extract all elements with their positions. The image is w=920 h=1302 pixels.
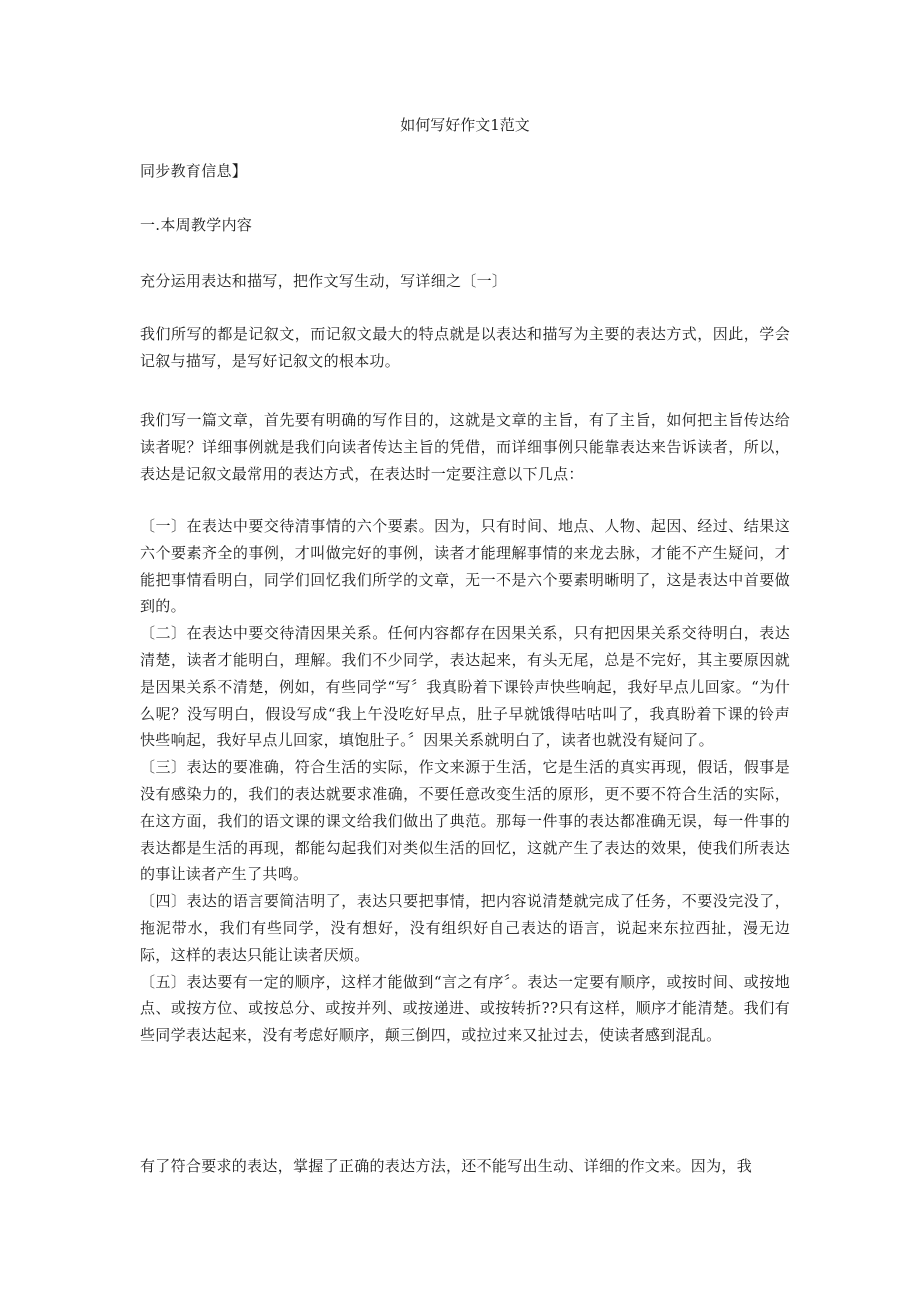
point-paragraph-2: 〔二〕在表达中要交待清因果关系。任何内容都存在因果关系，只有把因果关系交待明白，表达清楚，读者才能明白，理解。我们不少同学，表达起来，有头无尾，总是不完好，其主要原因就是因果关系不清楚，例如，有些同学“写〞我真盼着下课铃声快些响起，我好早点儿回家。“为什么呢？没写明白，假设写成“我上午没吃好早点，肚子早就饿得咕咕叫了，我真盼着下课的铃声快些响起，我好早点儿回家，填饱肚子。〞因果关系就明白了，读者也就没有疑问了。 (140, 624, 790, 750)
closing-paragraph: 有了符合要求的表达，掌握了正确的表达方法，还不能写出生动、详细的作文来。因为，我 (140, 1157, 753, 1175)
points-block (140, 513, 790, 1049)
document-title: 如何写好作文1范文 (400, 116, 530, 134)
point-paragraph-4: 〔四〕表达的语言要简洁明了，表达只要把事情，把内容说清楚就完成了任务，不要没完没了，拖泥带水，我们有些同学，没有想好，没有组织好自己表达的语言，说起来东拉西扯，漫无边际，这样的表达只能让读者厌烦。 (140, 892, 790, 964)
sync-heading: 同步教育信息】 (140, 162, 248, 180)
intro-paragraph-2: 我们写一篇文章，首先要有明确的写作目的，这就是文章的主旨，有了主旨，如何把主旨传达给读者呢？详细事例就是我们向读者传达主旨的凭借，而详细事例只能靠表达来告诉读者，所以，表达是记叙文最常用的表达方式，在表达时一定要注意以下几点： (140, 411, 790, 483)
point-paragraph-3: 〔三〕表达的要准确，符合生活的实际，作文来源于生活，它是生活的真实再现，假话，假事是没有感染力的，我们的表达就要求准确，不要任意改变生活的原形，更不要不符合生活的实际，在这方面，我们的语文课的课文给我们做出了典范。那每一件事的表达都准确无误，每一件事的表达都是生活的再现，都能勾起我们对类似生活的回忆，这就产生了表达的效果，使我们所表达的事让读者产生了共鸣。 (140, 758, 790, 884)
intro-paragraph-1: 我们所写的都是记叙文，而记叙文最大的特点就是以表达和描写为主要的表达方式，因此，学会记叙与描写，是写好记叙文的根本功。 (140, 325, 790, 370)
section-heading: 一.本周教学内容 (140, 216, 253, 234)
point-paragraph-1: 〔一〕在表达中要交待清事情的六个要素。因为，只有时间、地点、人物、起因、经过、结果这六个要素齐全的事例，才叫做完好的事例，读者才能理解事情的来龙去脉，才能不产生疑问，才能把事情看明白，同学们回忆我们所学的文章，无一不是六个要素明晰明了，这是表达中首要做到的。 (140, 517, 790, 616)
point-paragraph-5: 〔五〕表达要有一定的顺序，这样才能做到“言之有序〞。表达一定要有顺序，或按时间、或按地点、或按方位、或按总分、或按并列、或按递进、或按转折??只有这样，顺序才能清楚。我们有些同学表达起来，没有考虑好顺序，颠三倒四，或拉过来又扯过去，使读者感到混乱。 (140, 972, 790, 1045)
topic-line: 充分运用表达和描写，把作文写生动，写详细之〔一〕 (140, 272, 508, 290)
